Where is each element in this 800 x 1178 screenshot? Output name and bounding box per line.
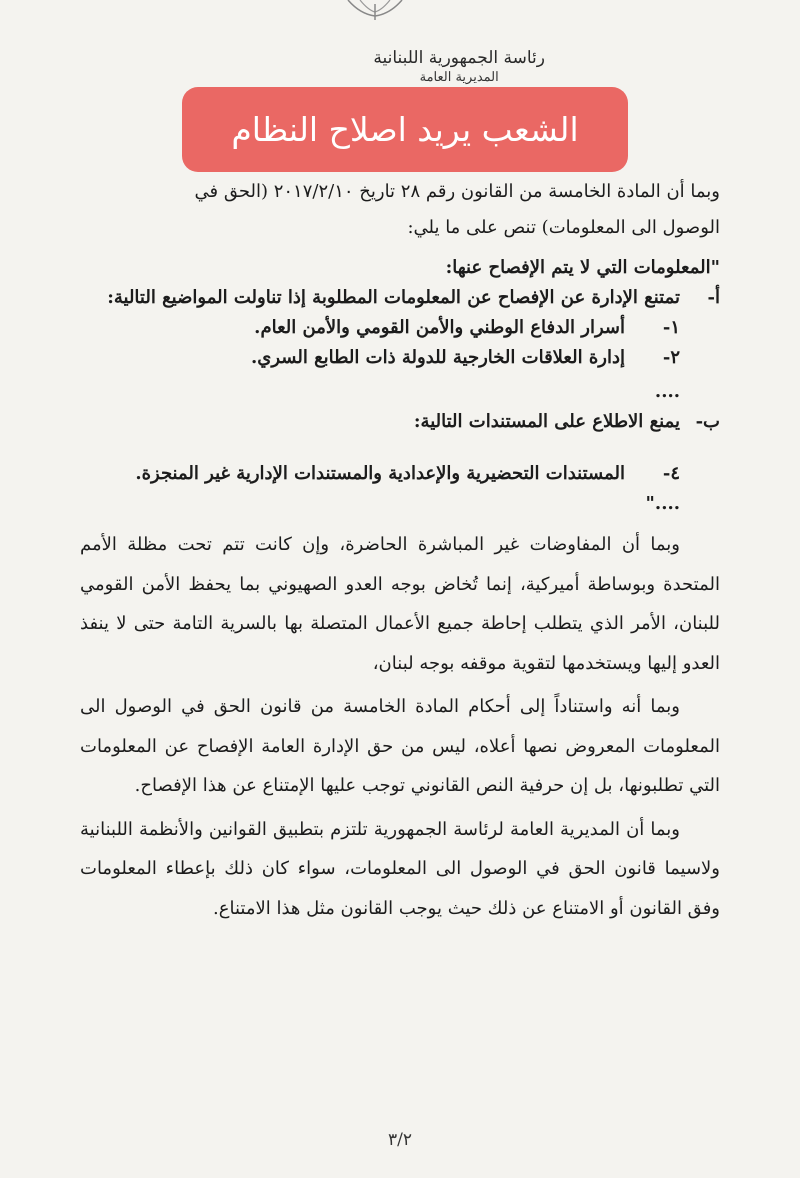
page-number: ٣/٢ (388, 1130, 412, 1150)
document-body (80, 177, 720, 928)
clause-b (80, 407, 720, 437)
clause-a-item-2-text: إدارة العلاقات الخارجية للدولة ذات الطابع السري. (250, 347, 625, 368)
quote-heading: "المعلومات التي لا يتم الإفصاح عنها: (445, 257, 720, 278)
clause-a (80, 283, 720, 313)
overlay-banner-text: الشعب يريد اصلاح النظام (231, 110, 579, 149)
clause-a-text: تمتنع الإدارة عن الإفصاح عن المعلومات المطلوبة إذا تناولت المواضيع التالية: (107, 287, 680, 308)
intro-line-2: الوصول الى المعلومات) تنص على ما يلي: (407, 217, 720, 238)
letterhead (373, 48, 545, 85)
ellipsis-1: .... (654, 381, 680, 402)
clause-a-item-2 (80, 343, 720, 373)
paragraph-article-five: وبما أنه واستناداً إلى أحكام المادة الخامسة من قانون الحق في الوصول الى المعلومات المعروض نصها أعلاه، ليس من حق الإدارة العامة الإفصاح عن المعلومات التي تطلبونها، بل إن حرفية النص القانوني توجب عليها الإمتناع عن هذا الإفصاح. (80, 696, 720, 796)
paragraph-directorate: وبما أن المديرية العامة لرئاسة الجمهورية تلتزم بتطبيق القوانين والأنظمة اللبنانية ولاسيما قانون الحق في الوصول الى المعلومات، سواء كان ذلك بإعطاء المعلومات وفق القانون أو الامتناع عن ذلك حيث يوجب القانون مثل هذا الامتناع. (80, 818, 720, 919)
overlay-banner (182, 87, 628, 172)
clause-a-item-2-number: ٢- (662, 347, 680, 368)
clause-b-item-4-number: ٤- (662, 463, 680, 484)
clause-b-marker: ب- (695, 411, 720, 432)
clause-a-item-1-number: ١- (662, 317, 680, 338)
paragraph-negotiations: وبما أن المفاوضات غير المباشرة الحاضرة، وإن كانت تتم تحت مظلة الأمم المتحدة وبوساطة أميركية، إنما تُخاض بوجه العدو الصهيوني بما يحفظ الأمن القومي للبنان، الأمر الذي يتطلب إحاطة جميع الأعمال المتصلة بها بالسرية التامة حتى لا ينفذ العدو إليها ويستخدمها لتقوية موقفه بوجه لبنان، (80, 534, 720, 674)
clause-b-item-4 (80, 459, 720, 489)
clause-a-item-1-text: أسرار الدفاع الوطني والأمن القومي والأمن العام. (254, 317, 625, 338)
letterhead-directorate: المديرية العامة (419, 70, 499, 85)
cedar-emblem-icon (340, 0, 410, 22)
ellipsis-2: ...." (645, 493, 680, 514)
clause-b-item-4-text: المستندات التحضيرية والإعدادية والمستندات الإدارية غير المنجزة. (135, 463, 625, 484)
clause-a-marker: أ- (707, 287, 720, 308)
letterhead-presidency: رئاسة الجمهورية اللبنانية (373, 48, 545, 68)
clause-a-item-1 (80, 313, 720, 343)
clause-b-text: يمنع الاطلاع على المستندات التالية: (413, 411, 680, 432)
intro-line-1: وبما أن المادة الخامسة من القانون رقم ٢٨ تاريخ ٢٠١٧/٢/١٠ (الحق في (194, 181, 720, 202)
